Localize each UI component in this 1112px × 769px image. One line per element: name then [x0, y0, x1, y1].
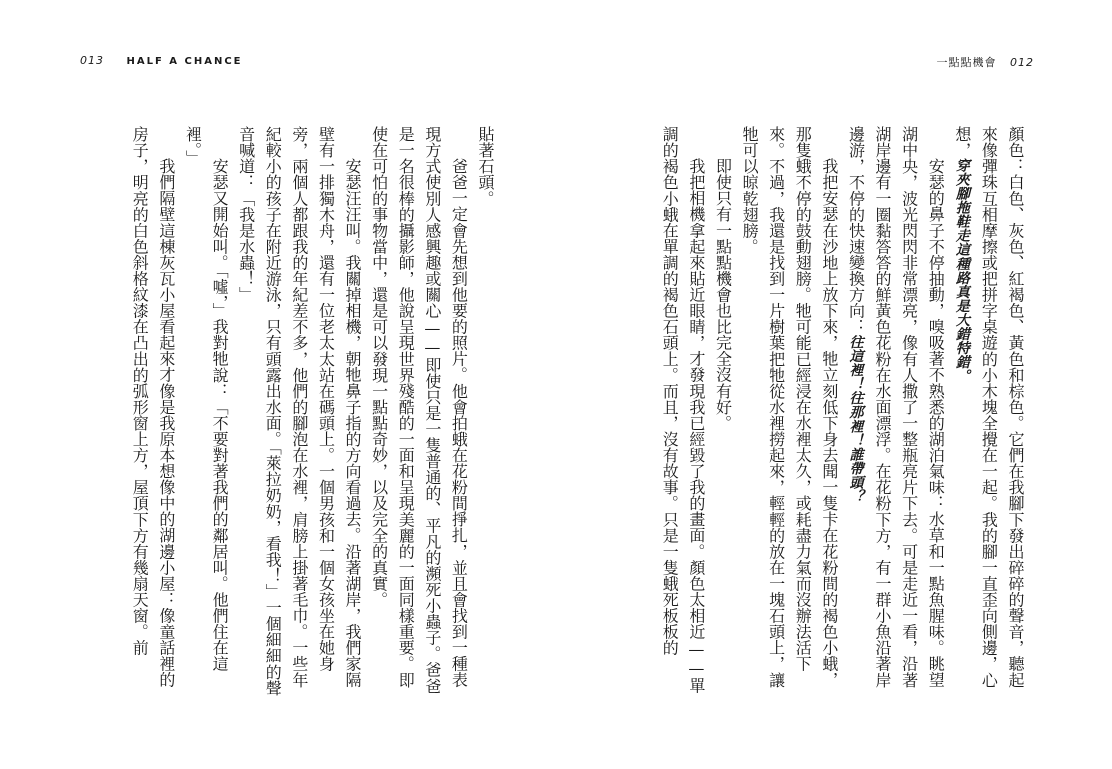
paragraph: 貼著石頭。 [476, 126, 495, 207]
paragraph: 顏色：白色、灰色、紅褐色、黃色和棕色。它們在我腳下發出碎碎的聲音，聽起來像彈珠互相摩擦或把拼字桌遊的小木塊全攪在一起。我的腳一直歪向側邊，心想，穿夾腳拖鞋走這種路真是大錯特錯。 [952, 126, 1025, 688]
paragraph: 安瑟的鼻子不停抽動，嗅吸著不熟悉的湖泊氣味：水草和一點魚腥味。眺望湖中央，波光閃閃非常漂亮，像有人撒了一整瓶亮片下去。可是走近一看，沿著湖岸邊有一圈黏答答的鮮黃色花粉在水面漂浮。在花粉下方，有一群小魚沿著岸邊游，不停的快速變換方向：往這裡！往那裡！誰帶頭？ [846, 126, 946, 688]
left-page-number: 013 [80, 54, 104, 67]
paragraph: 安瑟汪汪叫。我關掉相機，朝牠鼻子指的方向看過去。沿著湖岸，我們家隔壁有一排獨木舟，還有一位老太太站在碼頭上。一個男孩和一個女孩坐在她身旁，兩個人都跟我的年紀差不多，他們的腳泡在水裡，肩膀上掛著毛巾。一些年紀較小的孩子在附近游泳，只有頭露出水面。「萊拉奶奶，看我！」一個細細的聲音喊道：「我是水蟲！」 [236, 126, 363, 696]
left-page-header [80, 54, 242, 67]
paragraph: 即使只有一點點機會也比完全沒有好。 [713, 158, 733, 431]
right-page-number: 012 [1010, 56, 1034, 69]
paragraph: 爸爸一定會先想到他要的照片。他會拍蛾在花粉間掙扎，並且會找到一種表現方式使別人感興趣或關心——即使只是一隻普通的、平凡的瀕死小蟲子。爸爸是一名很棒的攝影師，他說呈現世界殘酷的一面和呈現美麗的一面同樣重要。即使在可怕的事物當中，還是可以發現一點點奇妙，以及完全的真實。 [369, 126, 469, 694]
paragraph: 安瑟又開始叫。「噓，」我對牠說：「不要對著我們的鄰居叫。他們住在這裡。」 [183, 126, 230, 672]
right-page-body [638, 126, 1028, 696]
chapter-title: 一點點機會 [936, 56, 997, 69]
paragraph: 我把相機拿起來貼近眼睛，才發現我已經毀了我的畫面。顏色太相近——單調的褐色小蛾在單調的褐色石頭上。而且，沒有故事。只是一隻蛾死板板的 [660, 126, 706, 694]
paragraph: 我們隔壁這棟灰瓦小屋看起來才像是我原本想像中的湖邊小屋：像童話裡的房子，明亮的白色斜格紋漆在凸出的弧形窗上方，屋頂下方有幾扇天窗。前 [130, 126, 176, 688]
paragraph: 我把安瑟在沙地上放下來，牠立刻低下身去聞一隻卡在花粉間的褐色小蛾，那隻蛾不停的鼓動翅膀。牠可能已經浸在水裡太久，或耗盡力氣而沒辦法活下來。不過，我還是找到一片樹葉把牠從水裡撈起來，輕輕的放在一塊石頭上，讓牠可以晾乾翅膀。 [740, 126, 839, 688]
left-page-body [80, 126, 498, 696]
emphasis-text: 往這裡！往那裡！誰帶頭？ [847, 334, 864, 504]
book-title: HALF A CHANCE [126, 56, 243, 67]
right-page-header [937, 54, 1035, 70]
emphasis-text: 穿夾腳拖鞋走這種路真是大錯特錯。 [953, 158, 970, 383]
